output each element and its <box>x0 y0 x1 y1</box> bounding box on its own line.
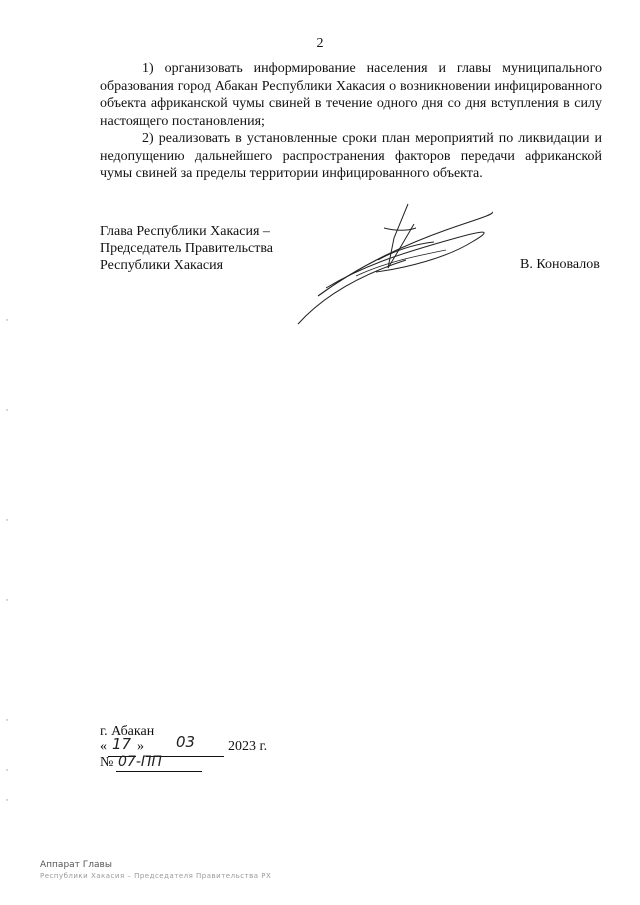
number-sign: № <box>100 755 114 770</box>
date-open-quote: « <box>100 739 107 754</box>
signatory-title <box>100 223 273 274</box>
signatory-name: В. Коновалов <box>520 257 600 272</box>
handwritten-day: 17 <box>112 735 132 753</box>
issue-number <box>100 754 162 775</box>
number-underline <box>116 771 202 772</box>
margin-marks <box>4 300 10 850</box>
stamp-line-2: Республики Хакасия – Председателя Правительства РХ <box>40 872 272 880</box>
page-number: 2 <box>316 36 324 51</box>
date-year: 2023 г. <box>228 739 268 754</box>
signatory-title-line: Республики Хакасия <box>100 258 224 273</box>
signatory-title-line: Председатель Правительства <box>100 241 273 256</box>
paragraph-1: 1) организовать информирование населения и главы муниципального образования город Абакан Республики Хакасия о возникновении инфицированного объекта африканской чумы свиней в течение одного дня со дня вступления в силу настоящего постановления; <box>100 61 602 129</box>
handwritten-signature <box>296 198 506 328</box>
body-text <box>100 60 602 183</box>
handwritten-month: 03 <box>176 733 196 751</box>
paragraph-2: 2) реализовать в установленные сроки план мероприятий по ликвидации и недопущению дальнейшего распространения факторов передачи африканской чумы свиней за пределы территории инфицированного объекта. <box>100 131 602 181</box>
handwritten-number: 07-ПП <box>118 754 162 770</box>
signatory-title-line: Глава Республики Хакасия – <box>100 224 270 239</box>
office-stamp <box>40 860 271 882</box>
issue-city: г. Абакан <box>100 724 155 739</box>
date-close-quote: » <box>137 739 144 754</box>
stamp-line-1: Аппарат Главы <box>40 860 112 870</box>
